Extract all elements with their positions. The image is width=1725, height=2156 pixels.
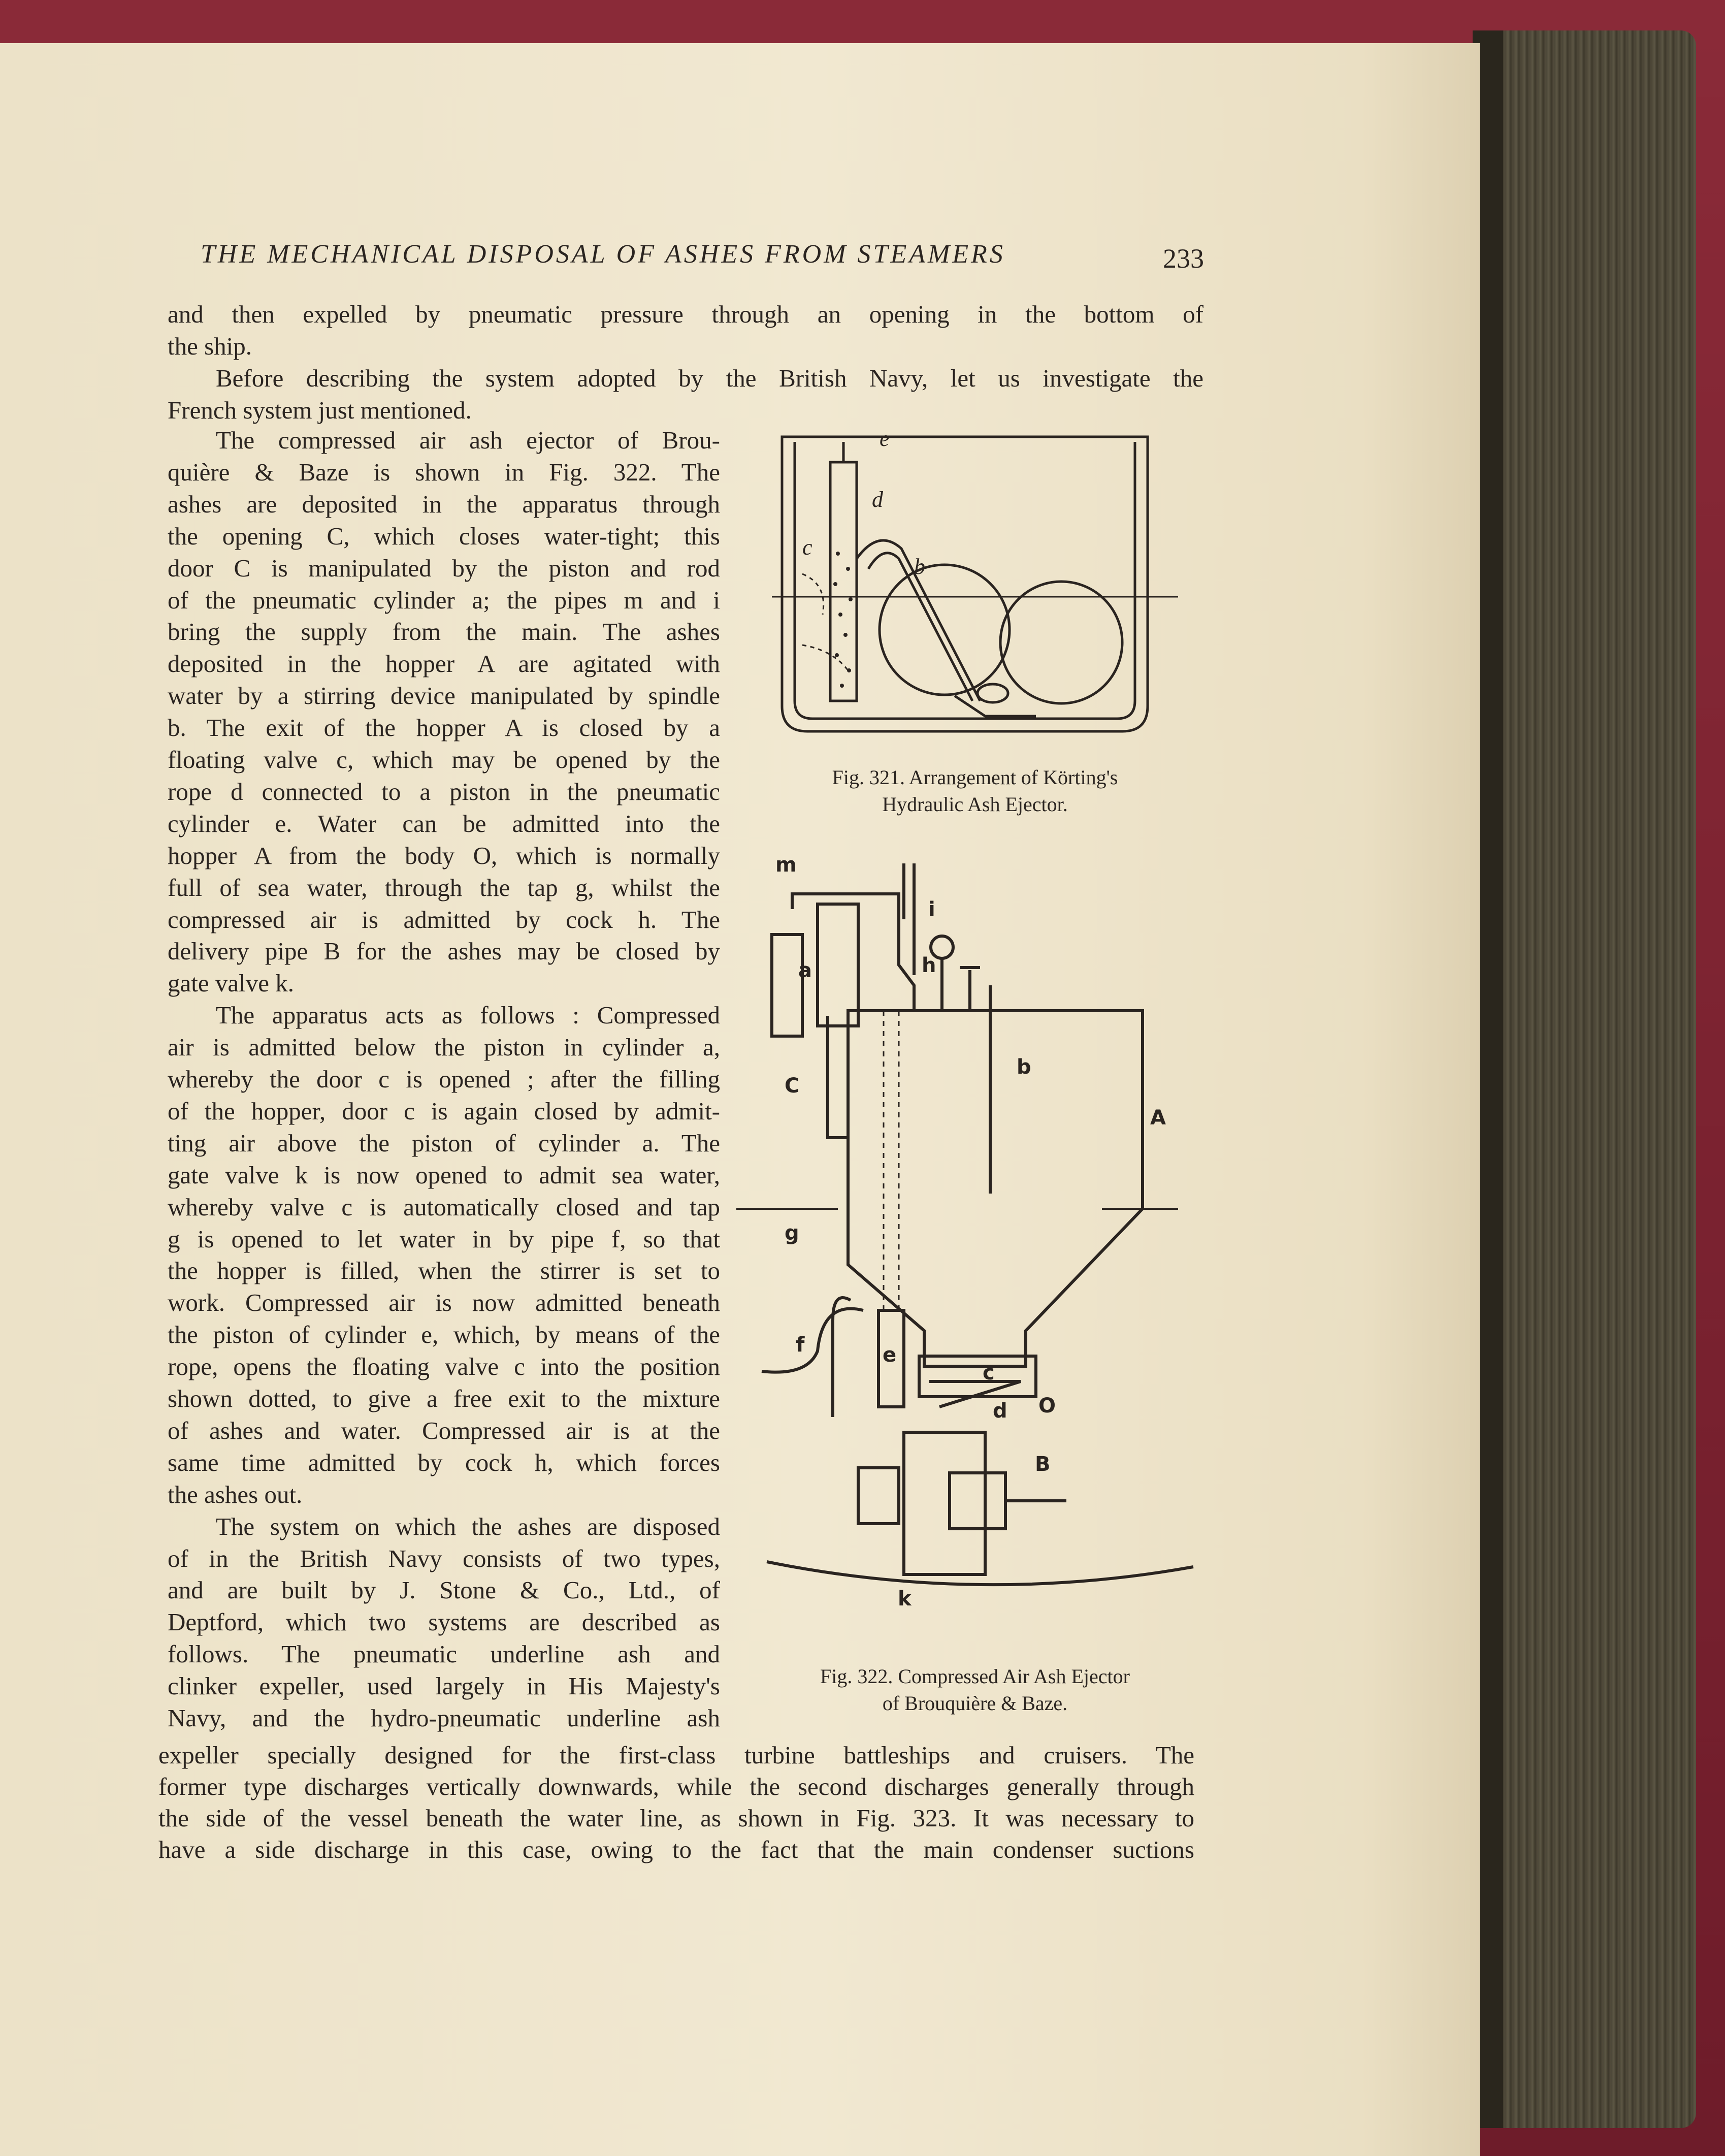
text-line: ting air above the piston of cylinder a. The [168, 1129, 720, 1157]
fig322-label-A: A [1150, 1106, 1166, 1130]
text-line: the ship. [168, 332, 252, 360]
fig322-label-C: C [785, 1074, 800, 1098]
fig322-label-a: a [798, 959, 812, 982]
fig322-label-O: O [1038, 1394, 1056, 1418]
text-line: door C is manipulated by the piston and rod [168, 554, 720, 582]
text-line: full of sea water, through the tap g, whilst the [168, 873, 720, 902]
text-line: Before describing the system adopted by the British Navy, let us investigate the [216, 364, 1203, 392]
text-line: The compressed air ash ejector of Brou- [216, 426, 720, 454]
page-number: 233 [1163, 243, 1204, 274]
text-line: rope d connected to a piston in the pneumatic [168, 777, 720, 806]
text-line: b. The exit of the hopper A is closed by a [168, 714, 720, 742]
text-line: rope, opens the floating valve c into the position [168, 1353, 720, 1381]
text-line: follows. The pneumatic underline ash and [168, 1640, 720, 1668]
text-line: the side of the vessel beneath the water line, as shown in Fig. 323. It was necessary to [158, 1804, 1194, 1832]
text-line: The apparatus acts as follows : Compressed [216, 1001, 720, 1029]
text-line: work. Compressed air is now admitted beneath [168, 1289, 720, 1317]
fig322-label-k: k [898, 1587, 912, 1611]
text-line: the hopper is filled, when the stirrer is set to [168, 1257, 720, 1285]
fig322-label-e: e [883, 1343, 897, 1367]
fig-321-diagram [772, 432, 1178, 742]
text-line: French system just mentioned. [168, 396, 472, 424]
text-line: Deptford, which two systems are described as [168, 1608, 720, 1636]
fig322-label-B: B [1035, 1453, 1051, 1476]
text-line: whereby the door c is opened ; after the filling [168, 1065, 720, 1093]
text-line: air is admitted below the piston in cylinder a, [168, 1033, 720, 1061]
page-edges [1473, 30, 1696, 2128]
text-line: water by a stirring device manipulated by spindle [168, 682, 720, 710]
fig322-caption-line1: Fig. 322. Compressed Air Ash Ejector [820, 1665, 1130, 1688]
running-title: THE MECHANICAL DISPOSAL OF ASHES FROM STEAMERS [201, 240, 1005, 269]
text-line: floating valve c, which may be opened by the [168, 746, 720, 774]
fig322-label-g: g [785, 1221, 799, 1245]
text-line: clinker expeller, used largely in His Majesty's [168, 1672, 720, 1700]
text-line: gate valve k is now opened to admit sea water, [168, 1161, 720, 1189]
fig322-label-d: d [993, 1399, 1007, 1423]
text-line: and are built by J. Stone & Co., Ltd., of [168, 1576, 720, 1604]
fig321-label-b: b [914, 554, 925, 579]
text-line: delivery pipe B for the ashes may be closed by [168, 937, 720, 966]
fig322-label-i: i [928, 898, 935, 921]
text-line: of the hopper, door c is again closed by admit- [168, 1097, 720, 1125]
text-line: Navy, and the hydro-pneumatic underline ash [168, 1704, 720, 1732]
fig321-label-d: d [872, 487, 883, 512]
text-line: cylinder e. Water can be admitted into the [168, 809, 720, 838]
fig322-label-m: m [775, 853, 797, 877]
fig321-caption-line1: Fig. 321. Arrangement of Körting's [832, 766, 1118, 789]
text-line: have a side discharge in this case, owing to the fact that the main condenser suctions [158, 1836, 1194, 1863]
fig322-label-f: f [796, 1333, 805, 1357]
text-line: the opening C, which closes water-tight; this [168, 522, 720, 550]
text-line: shown dotted, to give a free exit to the mixture [168, 1385, 720, 1412]
text-line: whereby valve c is automatically closed and tap [168, 1193, 720, 1221]
text-line: and then expelled by pneumatic pressure through an opening in the bottom of [168, 300, 1203, 328]
text-line: expeller specially designed for the first-class turbine battleships and cruisers. The [158, 1741, 1194, 1769]
text-line: g is opened to let water in by pipe f, so that [168, 1225, 720, 1253]
text-line: of the pneumatic cylinder a; the pipes m and i [168, 586, 720, 614]
text-line: bring the supply from the main. The ashes [168, 618, 720, 646]
text-line: hopper A from the body O, which is normally [168, 841, 720, 870]
text-line: former type discharges vertically downwards, while the second discharges generally through [158, 1773, 1194, 1800]
text-line: compressed air is admitted by cock h. The [168, 905, 720, 934]
text-line: of ashes and water. Compressed air is at the [168, 1416, 720, 1444]
fig322-label-c: c [983, 1361, 995, 1385]
text-line: the piston of cylinder e, which, by means of the [168, 1321, 720, 1349]
text-line: deposited in the hopper A are agitated with [168, 650, 720, 678]
text-line: ashes are deposited in the apparatus through [168, 490, 720, 518]
fig322-caption-line2: of Brouquière & Baze. [882, 1692, 1068, 1715]
text-line: the ashes out. [168, 1480, 303, 1508]
fig321-label-e: e [880, 426, 890, 451]
text-line: The system on which the ashes are disposed [216, 1512, 720, 1540]
fig322-label-b: b [1017, 1055, 1031, 1079]
fig321-label-c: c [802, 535, 812, 560]
text-line: same time admitted by cock h, which forces [168, 1448, 720, 1476]
text-line: quière & Baze is shown in Fig. 322. The [168, 458, 720, 486]
text-line: of in the British Navy consists of two types, [168, 1544, 720, 1572]
text-line: gate valve k. [168, 969, 294, 997]
fig322-label-h: h [922, 954, 936, 977]
fig321-caption-line2: Hydraulic Ash Ejector. [882, 793, 1068, 816]
